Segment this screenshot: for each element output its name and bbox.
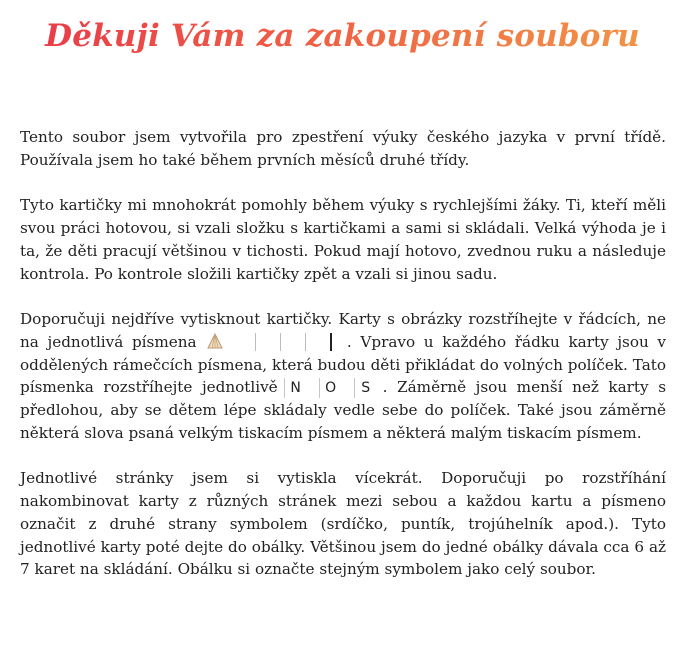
blank-cell <box>306 333 332 351</box>
instructions-text-3: . Záměrně jsou menší než karty s předlohou, aby se dětem lépe skládaly vedle sebe do políček. Také jsou záměrně některá slova psaná velkým tiskacím písmem a některá malým tiskacím písmem. <box>20 378 666 442</box>
paragraph-intro: Tento soubor jsem vytvořila pro zpestření výuky českého jazyka v první třídě. Používala jsem ho také během prvních měsíců druhé třídy. <box>20 128 666 169</box>
page-title: Děkuji Vám za zakoupení souboru <box>0 18 685 54</box>
shell-icon <box>205 331 225 351</box>
shell-picture-icon <box>205 331 225 351</box>
paragraph-instructions <box>20 308 666 444</box>
example-card-row <box>205 333 338 351</box>
paragraph-experience: Tyto kartičky mi mnohokrát pomohly během výuky s rychlejšími žáky. Ti, kteří měli svou práci hotovou, si vzali složku s kartičkami a sami si skládali. Velká výhoda je i ta, že děti pracují většinou v tichosti. Pokud mají hotovo, zvednou ruku a následuje kontrola. Po kontrole složili kartičky zpět a vzali si jinou sadu. <box>20 196 666 283</box>
blank-cell <box>231 333 256 351</box>
letter-cell: N <box>284 378 307 398</box>
blank-letter-cells <box>231 331 332 354</box>
document-body <box>20 126 666 604</box>
blank-cell <box>281 333 306 351</box>
letter-cell: S <box>354 378 377 398</box>
instructions-text-1: Doporučuji nejdříve vytisknout kartičky. Karty s obrázky rozstříhejte v řádcích, ne na jednotlivá písmena <box>20 310 666 351</box>
blank-cell <box>256 333 281 351</box>
paragraph-envelopes: Jednotlivé stránky jsem si vytiskla vícekrát. Doporučuji po rozstříhání nakombinovat karty z různých stránek mezi sebou a každou kartu a písmeno označit z druhé strany symbolem (srdíčko, puntík, trojúhelník apod.). Tyto jednotlivé karty poté dejte do obálky. Většinou jsem do jedné obálky dávala cca 6 až 7 karet na skládání. Obálku si označte stejným symbolem jako celý soubor. <box>20 469 666 579</box>
letter-cell: O <box>319 378 342 398</box>
instructions-text-2: . Vpravo u každého řádku karty jsou v oddělených rámečcích písmena, která budou děti přikládat do volných políček. Tato písmenka rozstříhejte jednotlivě <box>20 332 667 397</box>
example-letter-cells <box>278 378 383 396</box>
